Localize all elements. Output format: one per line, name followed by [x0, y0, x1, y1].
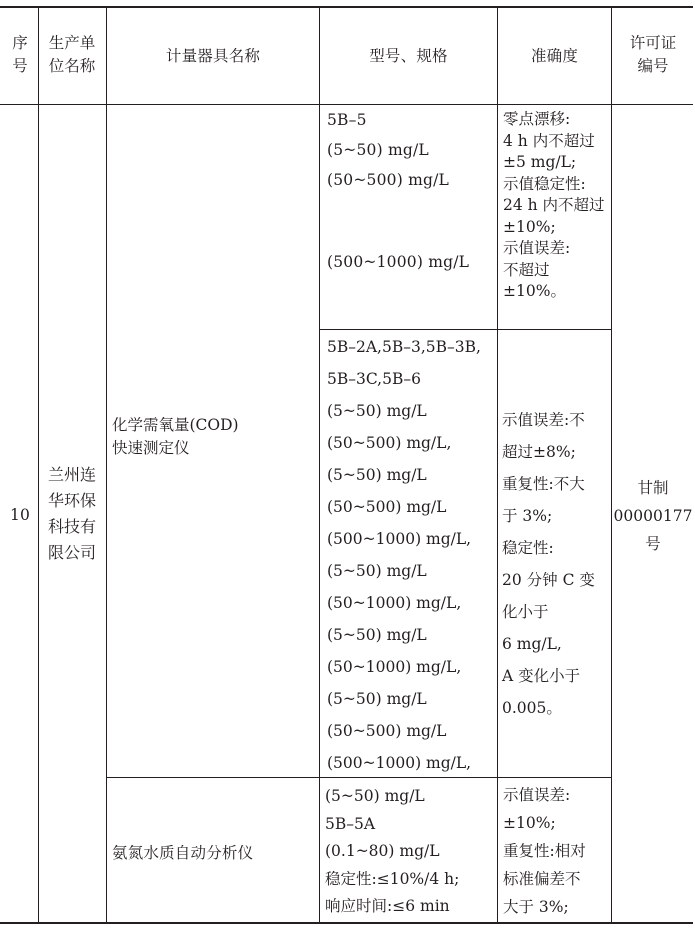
model-range: (500~1000) mg/L — [327, 253, 470, 271]
header-accuracy: 准确度 — [530, 47, 579, 65]
instrument-cod-name: 化学需氧量(COD) 快速测定仪 — [112, 416, 239, 457]
row-seq: 10 — [9, 506, 31, 524]
model-range: (50~500) mg/L — [327, 171, 450, 189]
sub-row-divider-1 — [319, 329, 611, 330]
model-range: (5~50) mg/L — [327, 141, 429, 159]
model-5b-5: 5B–5 — [327, 111, 367, 129]
row-license: 甘制 00000177 号 — [613, 479, 693, 553]
header-bottom-rule — [0, 104, 693, 105]
header-unit: 生产单 位名称 — [48, 34, 96, 75]
accuracy-5b-5a: 示值误差: ±10%; 重复性:相对 标准偏差不 大于 3%; — [503, 786, 586, 916]
table-top-rule — [0, 6, 693, 8]
col-divider-5 — [611, 6, 612, 923]
accuracy-5b-5: 零点漂移: 4 h 内不超过 ±5 mg/L; 示值稳定性: 24 h 内不超过 ±10%; 示值误差: 不超过 ±10%。 — [503, 110, 605, 300]
col-divider-2 — [106, 6, 107, 923]
model-5b-multi: 5B–2A,5B–3,5B–3B, 5B–3C,5B–6 (5~50) mg/L (50~500) mg/L, (5~50) mg/L (50~500) mg/L (500~1000) mg/L, (5~50) mg/L (50~1000) mg/L, (5~50) mg/L (50~1000) mg/L, (5~50) mg/L (50~500) mg/L (500~1000) mg/L, — [327, 338, 481, 772]
row-unit-name: 兰州连 华环保 科技有 限公司 — [47, 465, 96, 562]
header-instrument-name: 计量器具名称 — [165, 47, 261, 65]
col-divider-3 — [319, 6, 320, 923]
instrument-ammonia-name: 氨氮水质自动分析仪 — [112, 844, 254, 862]
header-model-spec: 型号、规格 — [369, 47, 448, 65]
model-5b-5a: (5~50) mg/L 5B–5A (0.1~80) mg/L 稳定性:≤10%/4 h; 响应时间:≤6 min — [325, 787, 460, 915]
col-divider-1 — [38, 6, 39, 923]
header-seq: 序 号 — [12, 34, 28, 75]
header-license: 许可证 编号 — [629, 34, 677, 75]
col-divider-4 — [497, 6, 498, 923]
table-bottom-rule — [0, 922, 693, 924]
accuracy-5b-multi: 示值误差:不 超过±8%; 重复性:不大 于 3%; 稳定性: 20 分钟 C 变 化小于 6 mg/L, A 变化小于 0.005。 — [502, 411, 595, 717]
